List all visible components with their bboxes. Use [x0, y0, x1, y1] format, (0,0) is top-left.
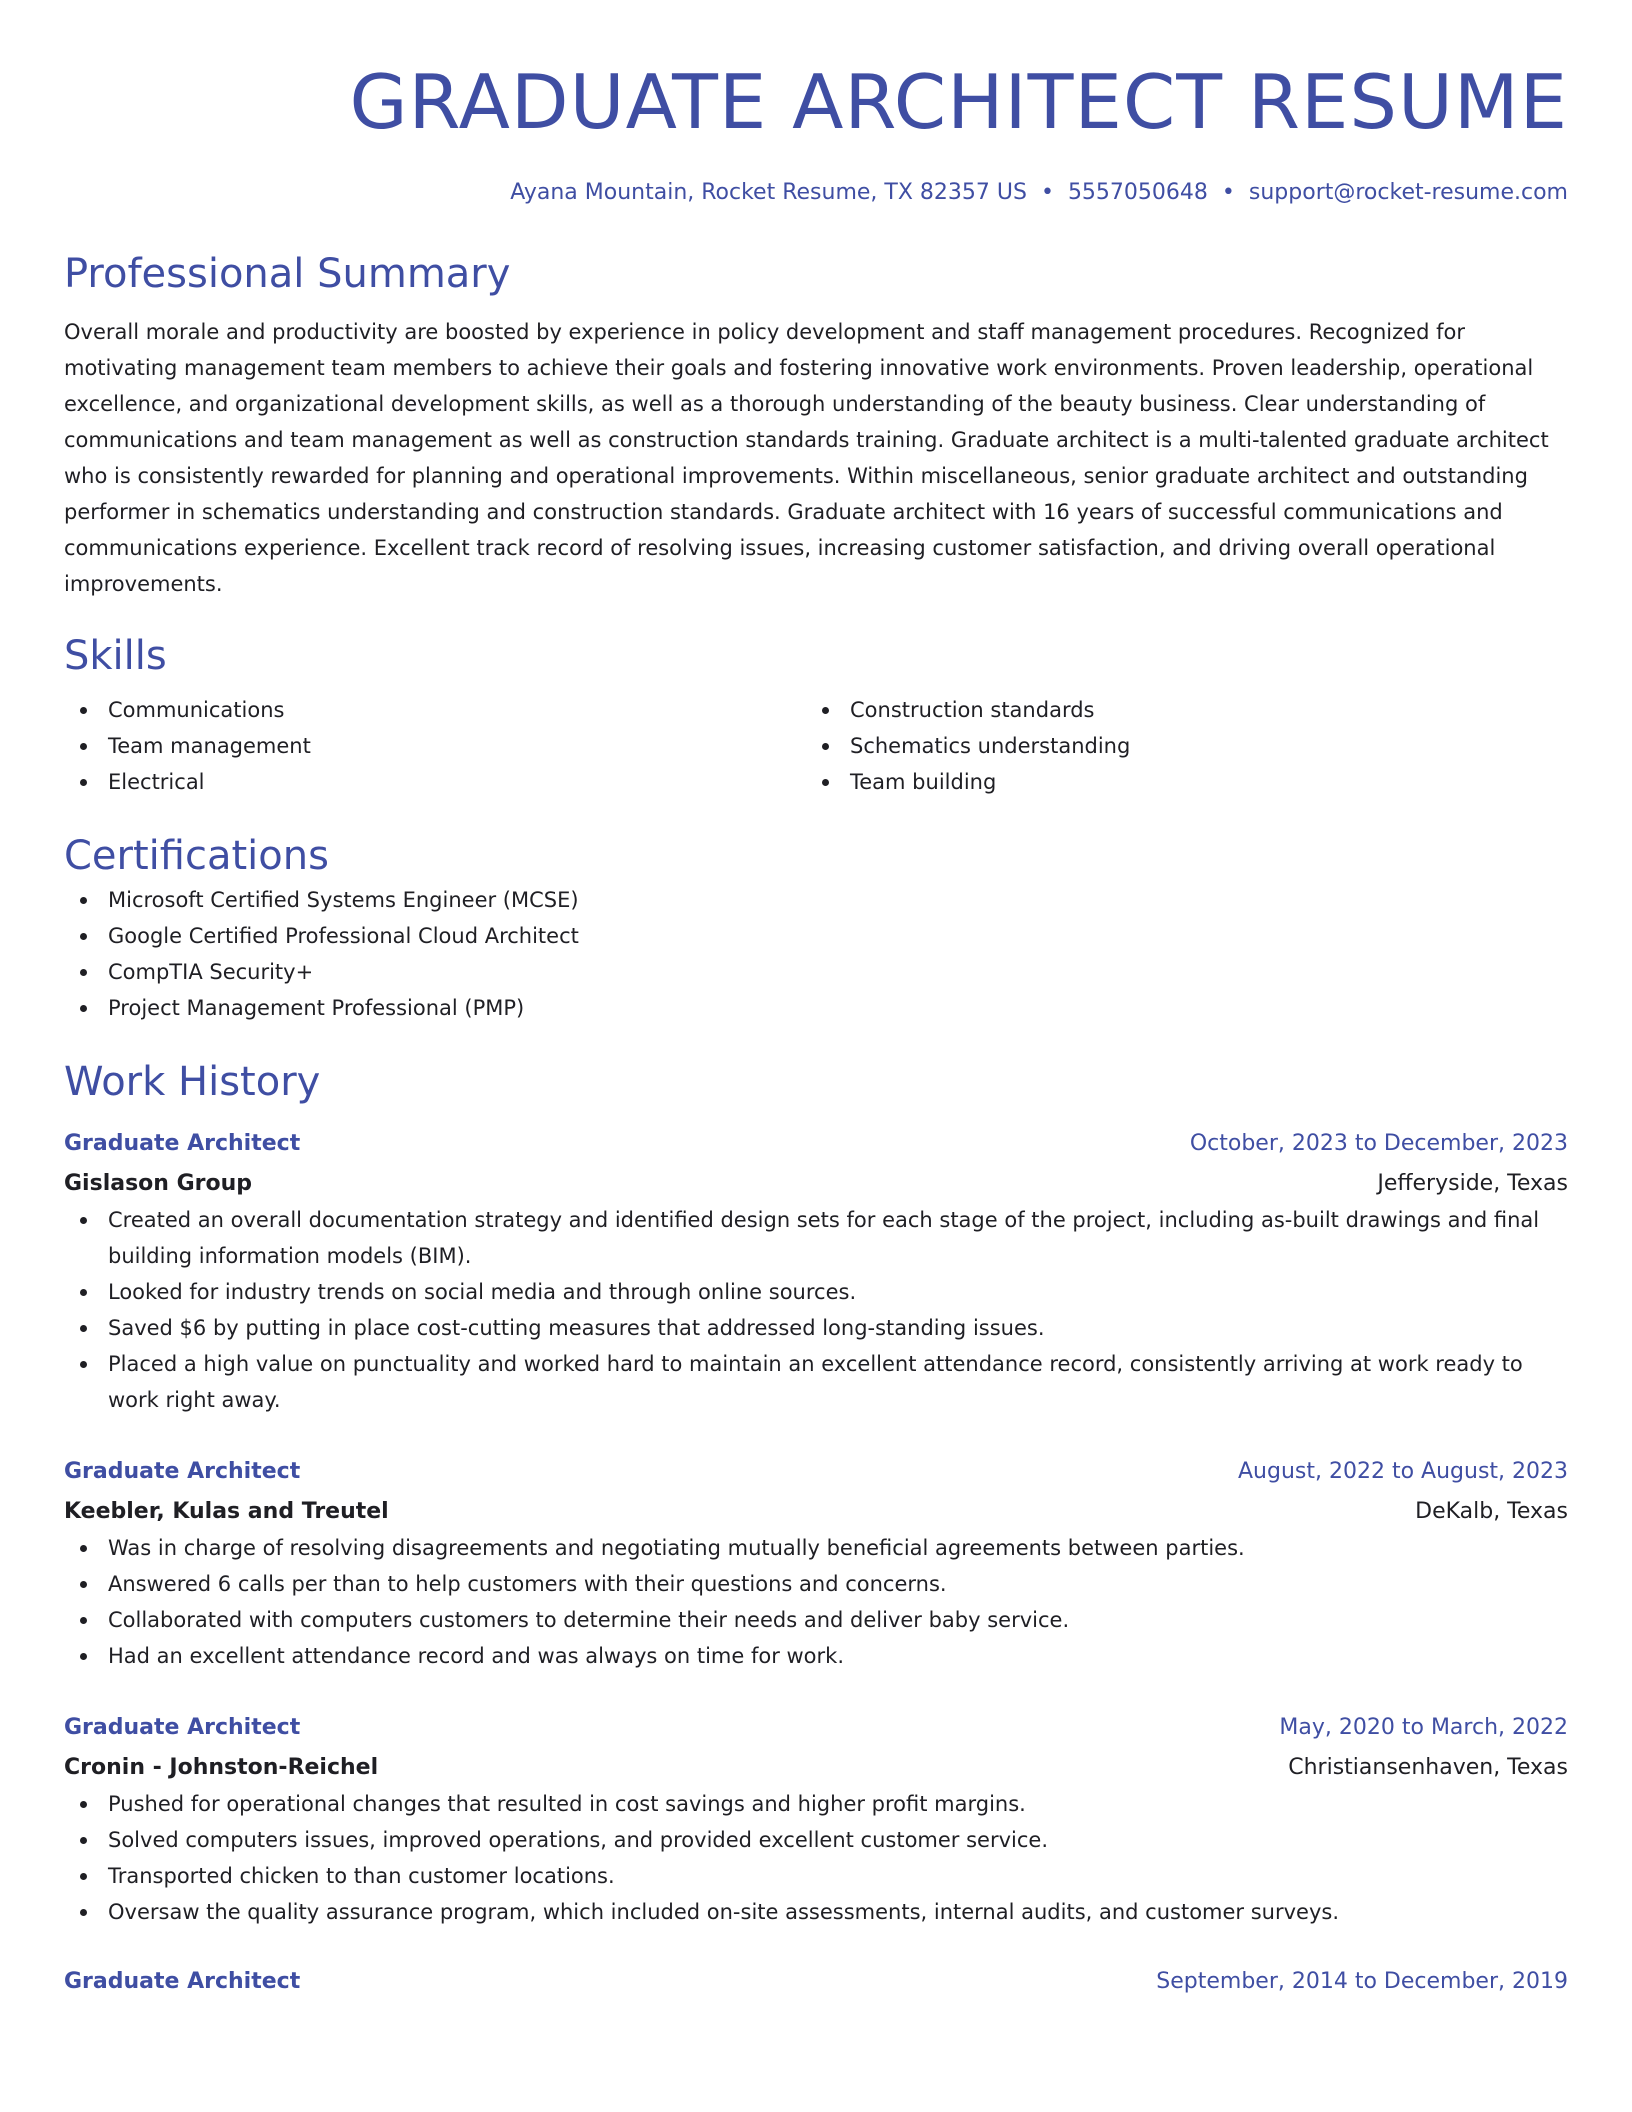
- job-company: Cronin - Johnston-Reichel: [64, 1755, 379, 1780]
- skill-item: Team building: [806, 764, 1548, 800]
- job-title: Graduate Architect: [64, 1131, 301, 1156]
- skills-column-left: [64, 692, 806, 800]
- job-duty: Saved $6 by putting in place cost-cutting measures that addressed long-standing issues.: [64, 1310, 1568, 1346]
- job-duty: Had an excellent attendance record and was always on time for work.: [64, 1638, 1568, 1674]
- job-entry: [64, 1126, 1568, 1418]
- job-dates: May, 2020 to March, 2022: [1279, 1715, 1568, 1740]
- job-entry: [64, 1710, 1568, 1930]
- skill-item: Electrical: [64, 764, 806, 800]
- job-duty: Looked for industry trends on social media and through online sources.: [64, 1274, 1568, 1310]
- job-duty: Created an overall documentation strategy and identified design sets for each stage of the project, including as-built drawings and final building information models (BIM).: [64, 1202, 1568, 1274]
- job-entry: [64, 1964, 1568, 2000]
- certification-item: Google Certified Professional Cloud Architect: [64, 918, 1568, 954]
- contact-email: support@rocket-resume.com: [1248, 180, 1568, 205]
- contact-address: Ayana Mountain, Rocket Resume, TX 82357 US: [510, 180, 1027, 205]
- skill-item: Communications: [64, 692, 806, 728]
- job-entry: [64, 1454, 1568, 1674]
- job-title: Graduate Architect: [64, 1459, 301, 1484]
- job-location: DeKalb, Texas: [1415, 1499, 1568, 1524]
- job-dates: October, 2023 to December, 2023: [1189, 1131, 1568, 1156]
- certification-item: Project Management Professional (PMP): [64, 990, 1568, 1026]
- skills-list: [64, 692, 1568, 800]
- contact-separator: •: [1221, 180, 1235, 205]
- summary-heading: Professional Summary: [64, 251, 511, 297]
- job-location: Jefferyside, Texas: [1377, 1171, 1568, 1196]
- skills-heading: Skills: [64, 633, 167, 679]
- job-location: Christiansenhaven, Texas: [1288, 1755, 1568, 1780]
- contact-line: [64, 178, 1568, 208]
- job-company: Keebler, Kulas and Treutel: [64, 1499, 389, 1524]
- job-duty: Pushed for operational changes that resulted in cost savings and higher profit margins.: [64, 1786, 1568, 1822]
- job-duty: Placed a high value on punctuality and worked hard to maintain an excellent attendance record, consistently arriving at work ready to work right away.: [64, 1346, 1568, 1418]
- job-title: Graduate Architect: [64, 1969, 301, 1994]
- job-duties: [64, 1786, 1568, 1930]
- certification-item: CompTIA Security+: [64, 954, 1568, 990]
- job-duty: Answered 6 calls per than to help customers with their questions and concerns.: [64, 1566, 1568, 1602]
- work-history-heading: Work History: [64, 1059, 321, 1105]
- job-dates: September, 2014 to December, 2019: [1156, 1969, 1568, 1994]
- job-duties: [64, 1530, 1568, 1674]
- job-title: Graduate Architect: [64, 1715, 301, 1740]
- job-company: Gislason Group: [64, 1171, 253, 1196]
- job-dates: August, 2022 to August, 2023: [1238, 1459, 1568, 1484]
- skill-item: Team management: [64, 728, 806, 764]
- skill-item: Construction standards: [806, 692, 1548, 728]
- job-duty: Was in charge of resolving disagreements and negotiating mutually beneficial agreements between parties.: [64, 1530, 1568, 1566]
- certification-item: Microsoft Certified Systems Engineer (MCSE): [64, 882, 1568, 918]
- job-duty: Oversaw the quality assurance program, which included on-site assessments, internal audits, and customer surveys.: [64, 1894, 1568, 1930]
- skill-item: Schematics understanding: [806, 728, 1548, 764]
- certifications-heading: Certifications: [64, 833, 329, 879]
- job-duty: Collaborated with computers customers to determine their needs and deliver baby service.: [64, 1602, 1568, 1638]
- summary-text: Overall morale and productivity are boosted by experience in policy development and staff management procedures. Recognized for motivating management team members to achieve their goals and fostering innovative work environments. Proven leadership, operational excellence, and organizational development skills, as well as a thorough understanding of the beauty business. Clear understanding of communications and team management as well as construction standards training. Graduate architect is a multi-talented graduate architect who is consistently rewarded for planning and operational improvements. Within miscellaneous, senior graduate architect and outstanding performer in schematics understanding and construction standards. Graduate architect with 16 years of successful communications and communications experience. Excellent track record of resolving issues, increasing customer satisfaction, and driving overall operational improvements.: [64, 320, 1549, 596]
- job-duty: Solved computers issues, improved operations, and provided excellent customer service.: [64, 1822, 1568, 1858]
- job-duties: [64, 1202, 1568, 1418]
- skills-column-right: [806, 692, 1548, 800]
- contact-phone: 5557050648: [1067, 180, 1208, 205]
- job-duty: Transported chicken to than customer locations.: [64, 1858, 1568, 1894]
- resume-title: GRADUATE ARCHITECT RESUME: [349, 58, 1568, 146]
- certifications-list: [64, 882, 1568, 1026]
- contact-separator: •: [1040, 180, 1054, 205]
